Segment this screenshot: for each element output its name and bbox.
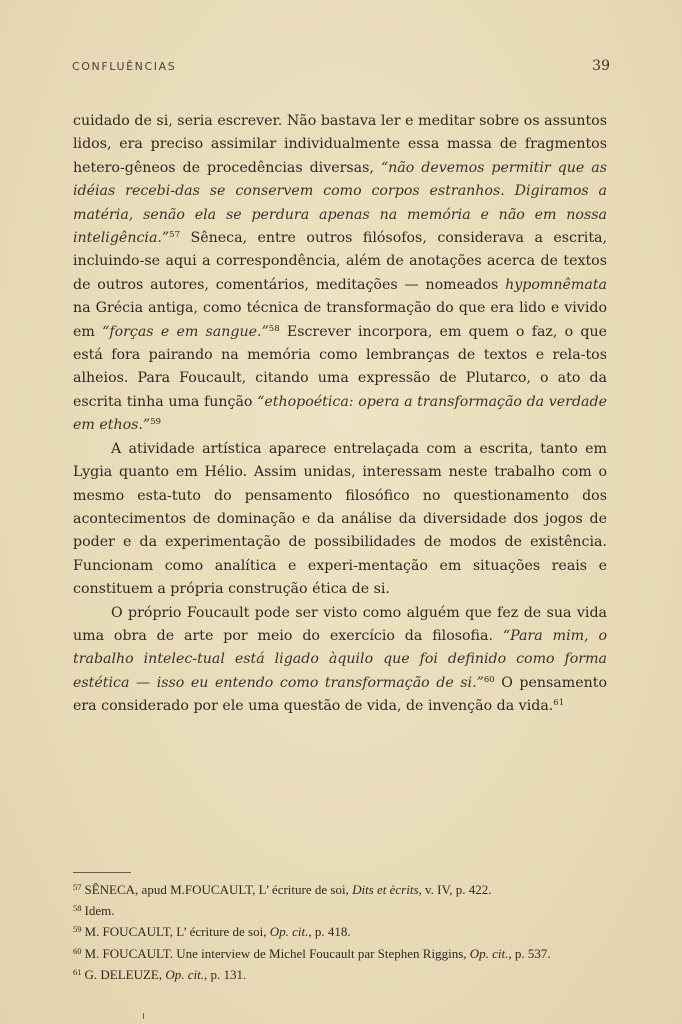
footnote-title: Op. cit.	[469, 945, 509, 961]
quotation: “não devemos permitir que as idéias recebi-das se conservem como corpos estranhos. Digiramos a matéria, senão ela se perdura apenas na memória e não em nossa inteligência.”	[73, 159, 607, 247]
page-mark	[143, 1013, 144, 1019]
paragraph-3	[73, 602, 607, 719]
footnote-text: SÊNECA, apud M.FOUCAULT, L’ écriture de soi,	[84, 882, 353, 897]
text-run: Sêneca, entre outros filósofos, considerava a escrita, incluindo-se aqui a correspondência, além de anotações acerca de textos de outros autores, comentários, meditações — nomeados	[73, 230, 607, 293]
footnote-text: , p. 537.	[508, 945, 551, 961]
paragraph-1	[73, 110, 607, 438]
footnote-title: Dits et ècrits	[352, 882, 419, 897]
footnote-ref-61: 61	[553, 698, 565, 709]
footnote-text: G. DELEUZE,	[84, 966, 166, 982]
footnote-number: 59	[73, 924, 82, 935]
text-run: O pensamento era considerado por ele uma questão de vida, de invenção da vida.	[73, 674, 607, 715]
text-run: O próprio Foucault pode ser visto como alguém que fez de sua vida uma obra de arte por meio do exercício da filosofia.	[73, 604, 607, 644]
footnote-ref-59: 59	[150, 417, 162, 428]
footnote	[73, 920, 613, 941]
text-run: na Grécia antiga, como técnica de transformação do que era lido e vivido em	[73, 300, 607, 340]
footnotes	[73, 878, 613, 984]
running-head: CONFLUÊNCIAS	[72, 60, 177, 73]
footnote	[73, 942, 613, 963]
footnote-ref-60: 60	[483, 674, 495, 685]
footnote-ref-58: 58	[268, 323, 280, 334]
emphasis-term: hypomnêmata	[505, 276, 607, 293]
footnote-ref-57: 57	[169, 230, 180, 241]
footnote-text: M. FOUCAULT. Une interview de Michel Foucault par Stephen Riggins,	[84, 945, 470, 961]
footnote-title: Op. cit.	[269, 924, 309, 940]
text-run: Escrever incorpora, em quem o faz, o que está fora pairando na memória como lembranças de textos e rela-tos alheios. Para Foucault, citando uma expressão de Plutarco, o ato da escrita tinha uma função	[73, 323, 608, 410]
footnote	[73, 963, 613, 984]
text-run: cuidado de si, seria escrever. Não bastava ler e meditar sobre os assuntos lidos, era preciso assimilar individualmente essa massa de fragmentos hetero-gêneos de procedências diversas,	[73, 113, 607, 176]
footnote-text: Idem.	[84, 903, 115, 919]
footnote-text: , v. IV, p. 422.	[418, 882, 492, 897]
footnote-text: M. FOUCAULT, L’ écriture de soi,	[84, 924, 270, 940]
footnote-rule	[73, 872, 131, 873]
text-run: A atividade artística aparece entrelaçada com a escrita, tanto em Lygia quanto em Hélio. Assim unidas, interessam neste trabalho com o mesmo esta-tuto do pensamento filosófico no questionamento dos acontecimentos de dominação e da análise da diversidade dos jogos de poder e da experimentação de possibilidades de modos de existência. Funcionam como analítica e experi-mentação em situações reais e constituem a própria construção ética de si.	[73, 440, 607, 598]
page-header	[72, 58, 610, 74]
footnote-number: 57	[73, 882, 82, 892]
footnote-title: Op. cit.	[165, 966, 205, 982]
body-text	[73, 110, 607, 719]
footnote-text: , p. 131.	[204, 966, 247, 982]
footnote	[73, 899, 613, 920]
quotation: “Para mim, o trabalho intelec-tual está ligado àquilo que foi definido como forma estética — isso eu entendo como transformação de si.”	[73, 627, 607, 691]
quotation: “ethopoética: opera a transformação da verdade em ethos.”	[73, 393, 607, 434]
paragraph-2	[73, 438, 607, 602]
footnote-number: 61	[73, 966, 82, 977]
footnote-text: , p. 418.	[308, 924, 351, 940]
footnote-number: 60	[73, 945, 82, 956]
footnote	[73, 878, 613, 899]
footnote-number: 58	[73, 903, 82, 914]
quotation: “forças e em sangue.”	[102, 323, 269, 340]
page-number: 39	[592, 58, 610, 74]
